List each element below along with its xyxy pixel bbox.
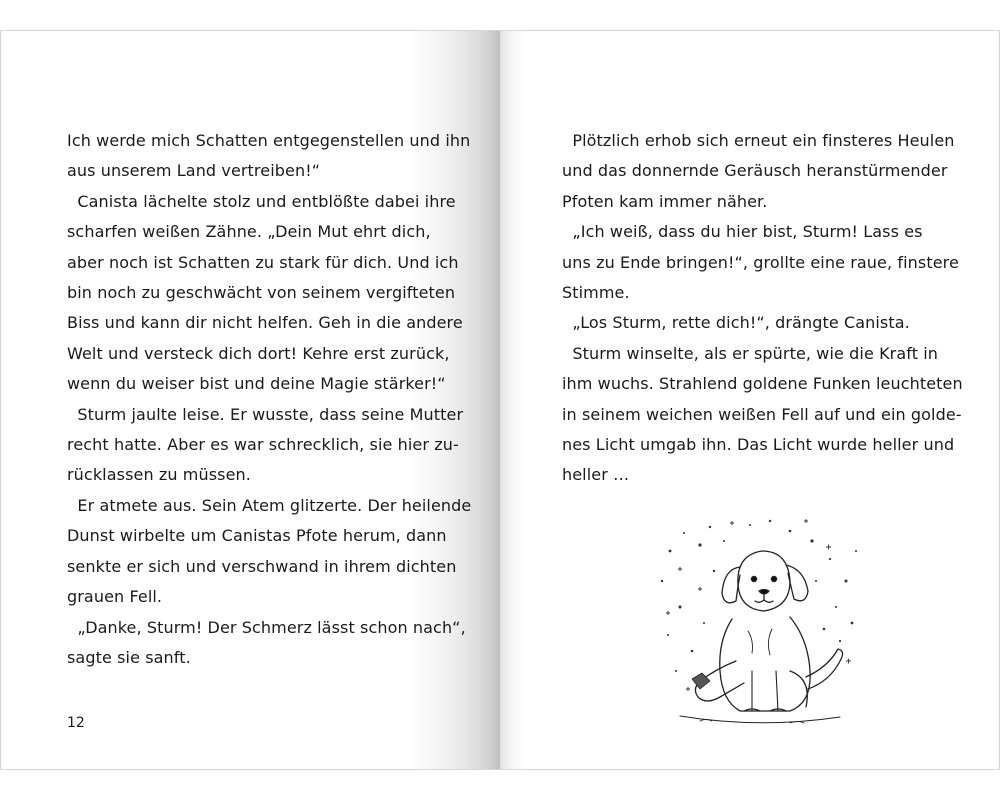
text-line: rücklassen zu müssen. [67, 465, 251, 485]
text-line: Plötzlich erhob sich erneut ein finsteres Heulen [562, 131, 955, 150]
right-page-text [562, 126, 962, 491]
text-line: Pfoten kam immer näher. [562, 191, 768, 211]
text-line: aus unserem Land vertreiben!“ [67, 161, 321, 181]
text-line: scharfen weißen Zähne. „Dein Mut ehrt dich, [67, 222, 431, 242]
text-line: Biss und kann dir nicht helfen. Geh in die andere [67, 313, 463, 333]
text-line: wenn du weiser bist und deine Magie stärker!“ [67, 374, 446, 394]
text-line: Ich werde mich Schatten entgegenstellen und ihn [67, 131, 471, 150]
text-line: aber noch ist Schatten zu stark für dich. Und ich [67, 252, 459, 272]
text-line: Canista lächelte stolz und entblößte dabei ihre [67, 191, 456, 211]
text-line: „Danke, Sturm! Der Schmerz lässt schon nach“, [67, 617, 466, 637]
right-page [500, 31, 1000, 769]
text-line: senkte er sich und verschwand in ihrem dichten [67, 556, 457, 576]
text-line: Dunst wirbelte um Canistas Pfote herum, dann [67, 526, 447, 546]
text-line: recht hatte. Aber es war schrecklich, sie hier zu- [67, 435, 459, 455]
text-line: Welt und versteck dich dort! Kehre erst zurück, [67, 343, 450, 363]
text-line: uns zu Ende bringen!“, grollte eine raue, finstere [562, 252, 959, 272]
text-line: „Los Sturm, rette dich!“, drängte Canista. [562, 313, 910, 333]
puppy-illustration [640, 511, 880, 736]
text-line: grauen Fell. [67, 587, 163, 607]
text-line: und das donnernde Geräusch heranstürmender [562, 161, 948, 181]
text-line: in seinem weichen weißen Fell auf und ein golde- [562, 404, 962, 424]
text-line: nes Licht umgab ihn. Das Licht wurde heller und [562, 435, 955, 455]
text-line: heller … [562, 465, 630, 485]
text-line: „Ich weiß, dass du hier bist, Sturm! Lass es [562, 222, 923, 242]
text-line: sagte sie sanft. [67, 647, 191, 667]
text-line: Er atmete aus. Sein Atem glitzerte. Der heilende [67, 495, 472, 515]
text-line: Sturm jaulte leise. Er wusste, dass seine Mutter [67, 404, 464, 424]
text-line: Sturm winselte, als er spürte, wie die Kraft in [562, 343, 939, 363]
text-line: Stimme. [562, 283, 630, 303]
page-number: 12 [67, 715, 85, 731]
text-line: bin noch zu geschwächt von seinem vergifteten [67, 283, 456, 303]
left-page [0, 31, 500, 769]
open-book [0, 30, 1000, 770]
left-page-text [67, 126, 472, 673]
text-line: ihm wuchs. Strahlend goldene Funken leuchteten [562, 374, 963, 394]
